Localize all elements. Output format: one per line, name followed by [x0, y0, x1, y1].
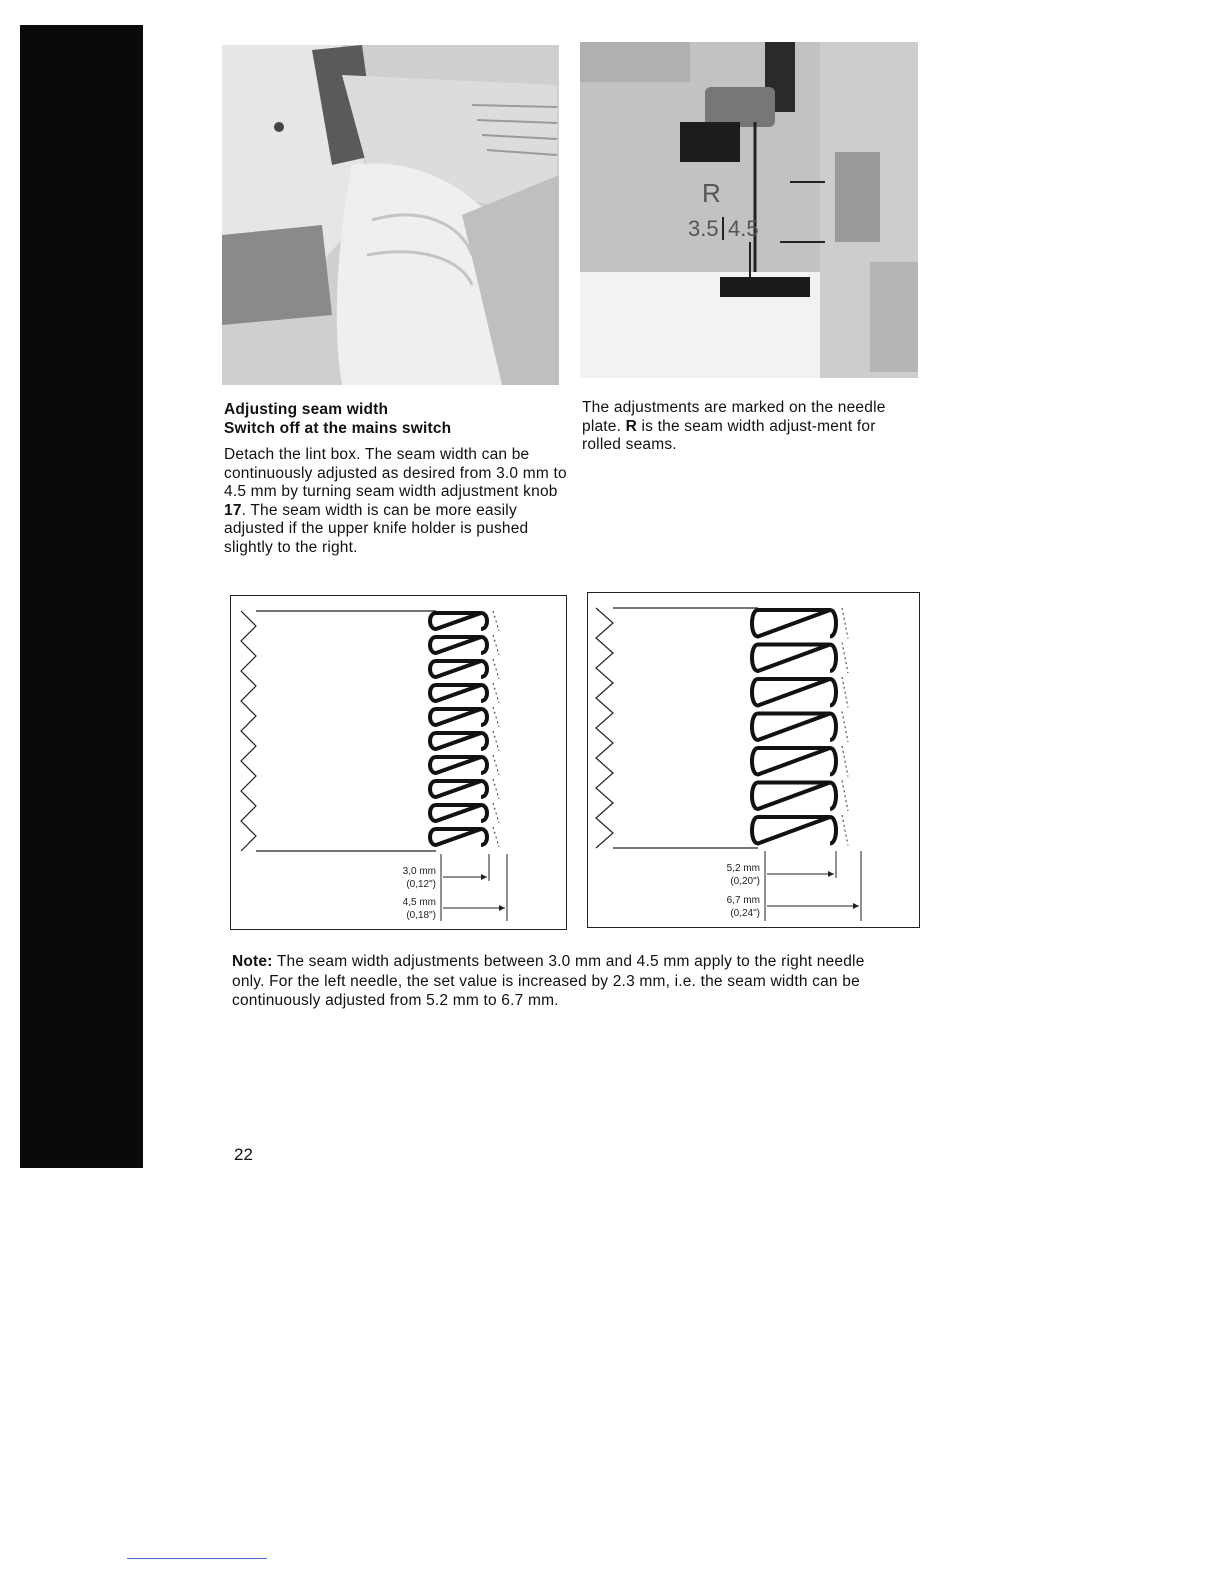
overlock-stitch — [752, 748, 836, 775]
footer-rule — [127, 1558, 267, 1559]
needle-plate-left-value: 3.5 — [688, 216, 719, 241]
dim1-mm-label: 5,2 mm — [726, 863, 760, 874]
fabric-edge-dash — [493, 827, 499, 847]
fabric-edge-dash — [493, 779, 499, 799]
right-text-2: is the seam width adjust-ment for rolled seams. — [582, 417, 876, 453]
overlock-stitch — [752, 645, 836, 672]
overlock-stitch — [430, 637, 487, 653]
section-heading: Adjusting seam width — [224, 401, 389, 418]
overlock-stitch — [752, 610, 836, 637]
fabric-edge-dash — [493, 707, 499, 727]
dim2-mm-label: 4,5 mm — [402, 897, 436, 908]
fabric-edge-dash — [842, 643, 848, 674]
overlock-stitch — [752, 783, 836, 810]
section-subheading: Switch off at the mains switch — [224, 419, 452, 437]
diagram-right-needle-seam — [230, 595, 567, 930]
fabric-edge-dash — [493, 803, 499, 823]
photo-adjustment-knob — [222, 45, 559, 385]
note-text: The seam width adjustments between 3.0 mm and 4.5 mm apply to the right needle only. For the left needle, the set value is increased by 2.3 mm, i.e. the seam width can be continuously adjusted from 5.2 mm to 6.7 mm. — [232, 953, 865, 1009]
knob-number: 17 — [224, 501, 242, 519]
dim2-mm-label: 6,7 mm — [726, 895, 760, 906]
fabric-edge-dash — [493, 755, 499, 775]
dim1-mm-label: 3,0 mm — [402, 866, 436, 877]
dim2-in-label: (0,24") — [730, 908, 760, 919]
overlock-stitch — [430, 661, 487, 677]
fabric-edge-dash — [493, 731, 499, 751]
adjusting-seam-width-section — [224, 401, 569, 557]
needle-plate-right-value: 4.5 — [728, 216, 759, 241]
overlock-stitch — [430, 709, 487, 725]
page-edge-black-bar — [20, 25, 143, 1168]
section-body — [224, 446, 569, 557]
body-text-1: Detach the lint box. The seam width can be continuously adjusted as desired from 3.0 mm to 4.5 mm by turning seam width adjustment knob — [224, 446, 567, 500]
overlock-stitch — [430, 757, 487, 773]
fabric-edge-dash — [493, 683, 499, 703]
overlock-stitch — [430, 613, 487, 629]
dim2-in-label: (0,18") — [406, 910, 436, 921]
overlock-stitch — [430, 685, 487, 701]
needle-plate-description — [582, 399, 917, 455]
diagram-left-needle-seam — [587, 592, 920, 928]
overlock-stitch — [752, 817, 836, 844]
fabric-edge-dash — [842, 712, 848, 743]
right-text-1: The adjustments are marked on the needle plate. — [582, 399, 886, 435]
dim1-in-label: (0,20") — [730, 876, 760, 887]
fabric-edge-dash — [842, 746, 848, 777]
overlock-stitch — [430, 805, 487, 821]
overlock-stitch — [430, 733, 487, 749]
fabric-edge-dash — [493, 611, 499, 631]
dim1-in-label: (0,12") — [406, 879, 436, 890]
fabric-edge-dash — [842, 781, 848, 812]
needle-plate-r-marking: R — [702, 178, 721, 208]
overlock-stitch — [752, 679, 836, 706]
overlock-stitch — [752, 714, 836, 741]
note-label: Note: — [232, 953, 273, 970]
fabric-edge-dash — [842, 608, 848, 639]
right-text-bold-r: R — [625, 417, 638, 435]
body-text-2: . The seam width is can be more easily adjusted if the upper knife holder is pushed slightly to the right. — [224, 501, 529, 556]
page-number: 22 — [234, 1145, 253, 1164]
photo-needle-plate — [580, 42, 918, 378]
overlock-stitch — [430, 781, 487, 797]
fabric-edge-dash — [842, 815, 848, 846]
overlock-stitch — [430, 829, 487, 845]
note-paragraph — [232, 952, 897, 1011]
fabric-edge-dash — [493, 659, 499, 679]
fabric-edge-dash — [493, 635, 499, 655]
fabric-edge-dash — [842, 677, 848, 708]
